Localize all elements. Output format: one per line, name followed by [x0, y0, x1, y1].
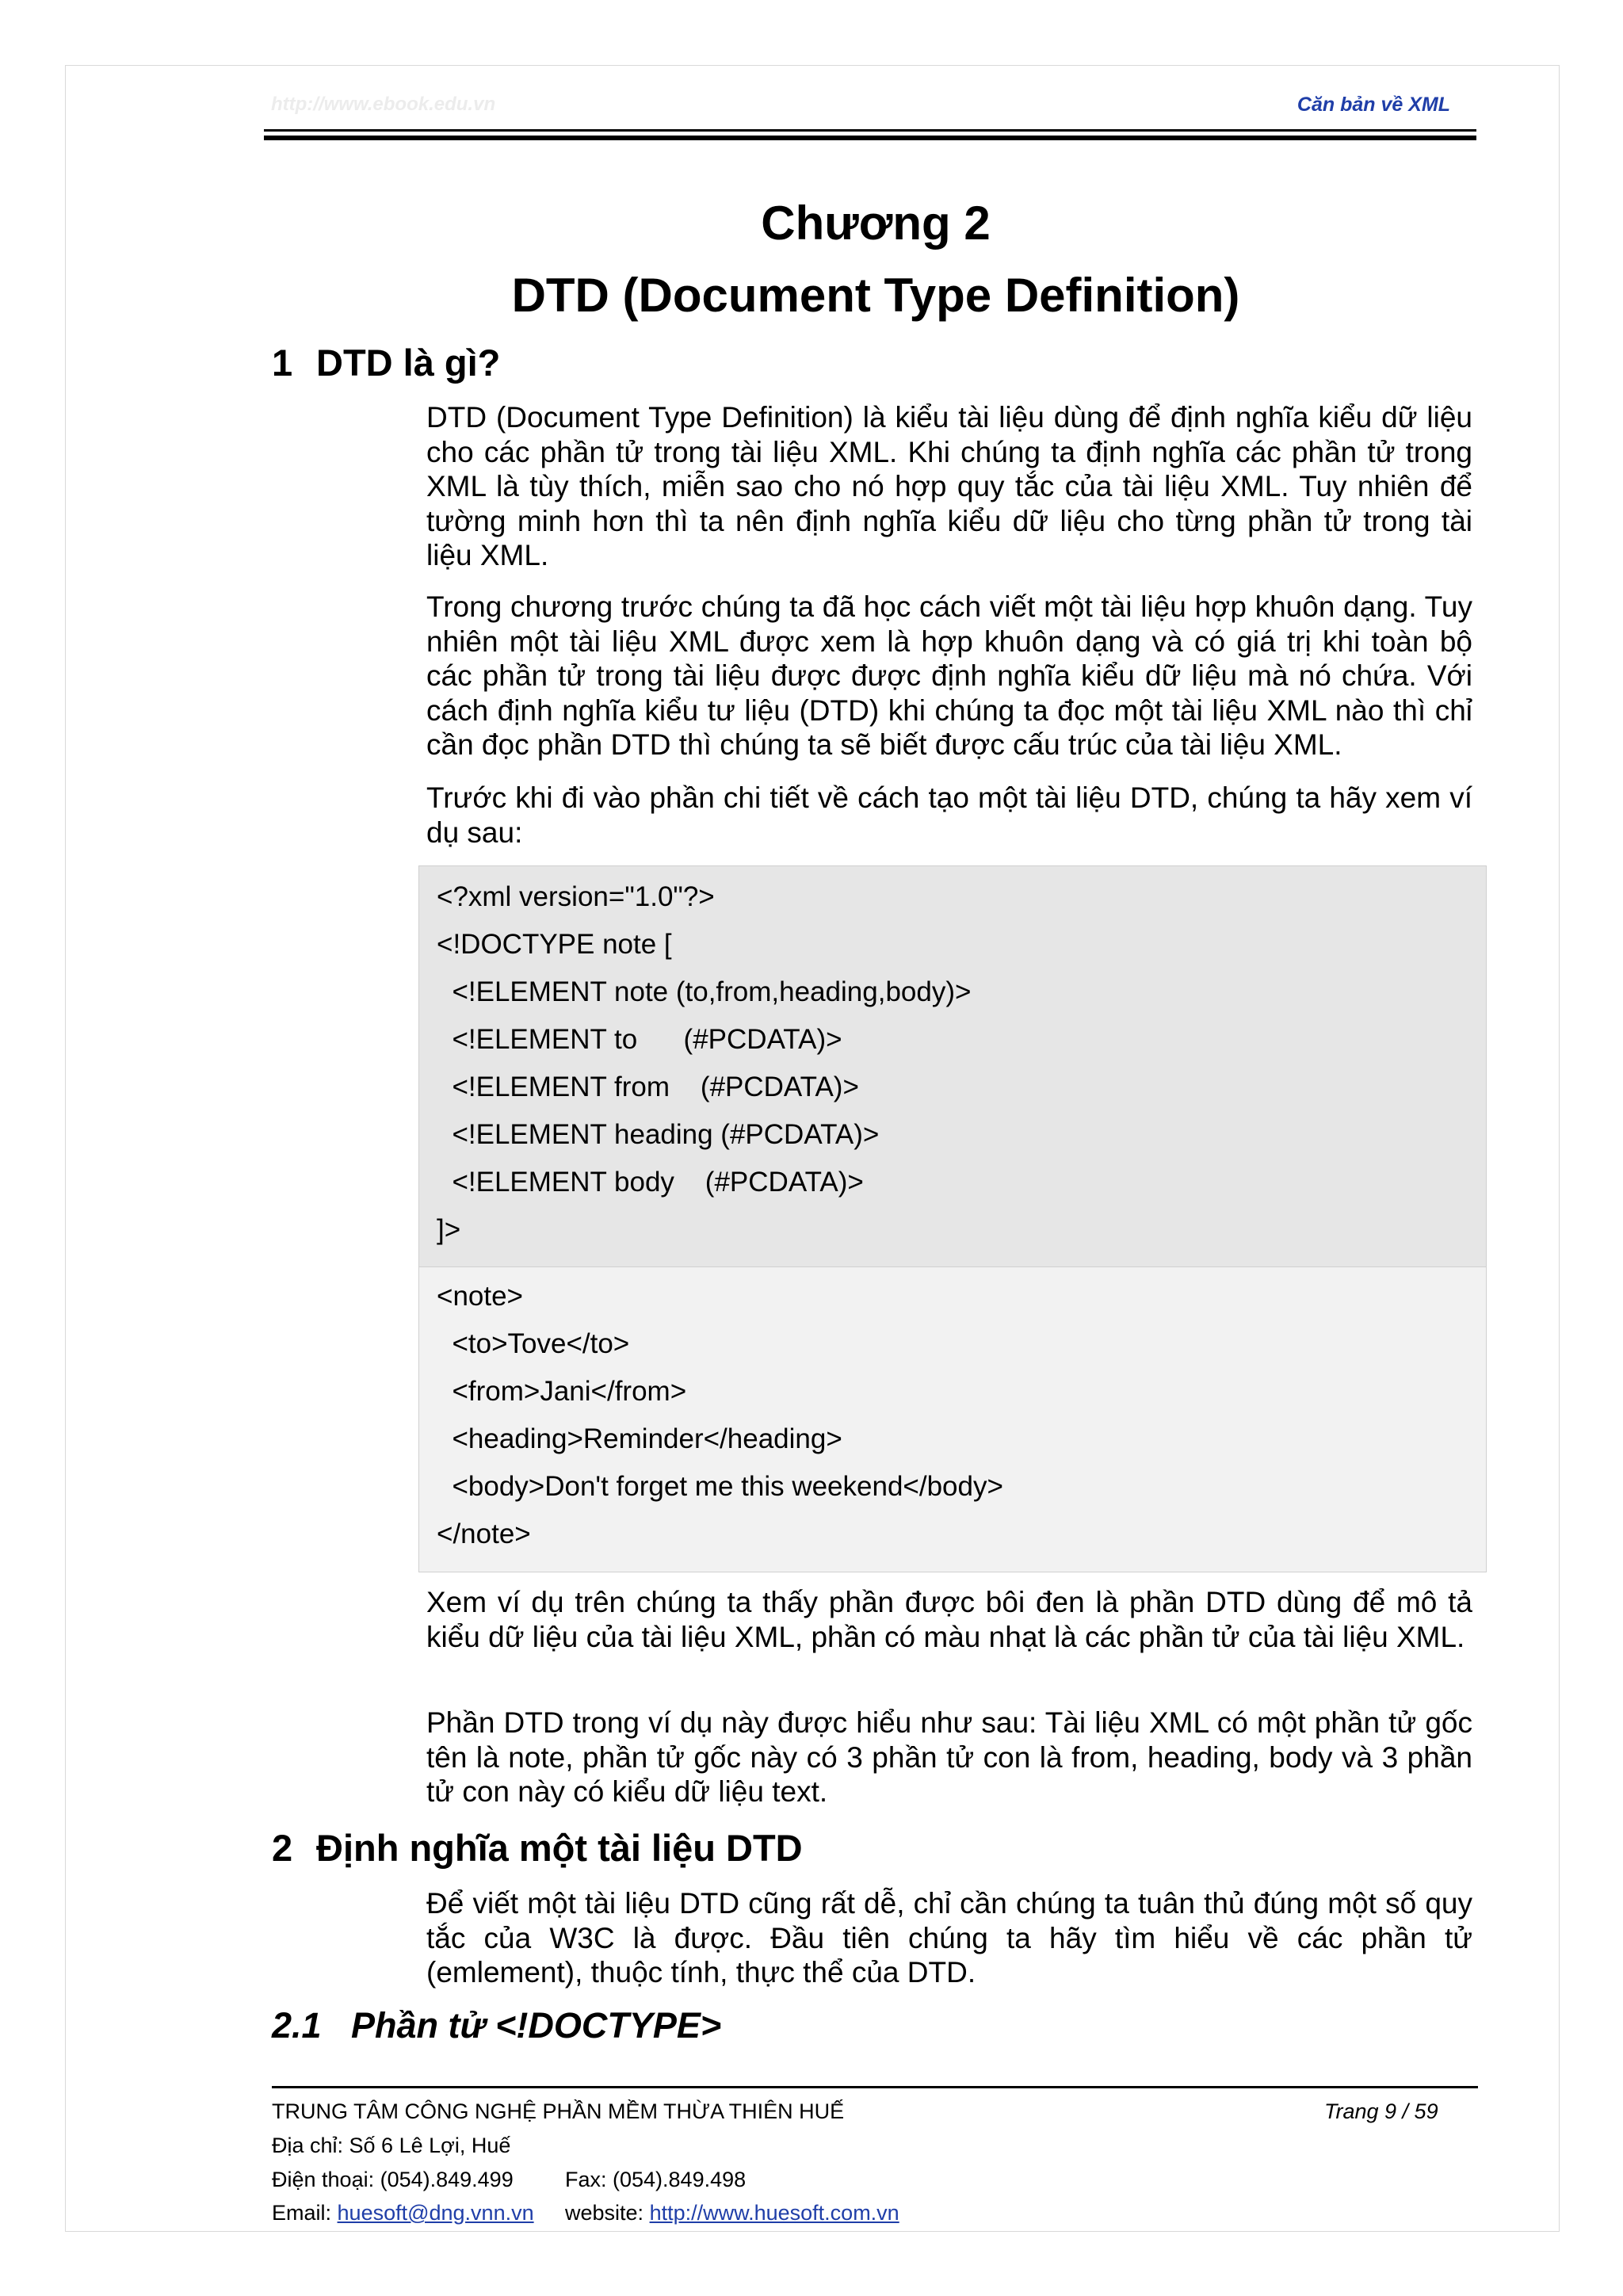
code-line: <from>Jani</from> [437, 1376, 687, 1407]
code-line: <note> [437, 1281, 523, 1312]
section-2-1-heading [272, 2004, 721, 2048]
code-line: <heading>Reminder</heading> [437, 1423, 842, 1454]
section-number: 2.1 [272, 2005, 322, 2046]
code-line: <!ELEMENT to (#PCDATA)> [437, 1024, 842, 1055]
code-line: <to>Tove</to> [437, 1328, 630, 1359]
code-line: </note> [437, 1519, 531, 1549]
section-number: 2 [272, 1827, 293, 1869]
section-2-heading [272, 1824, 803, 1872]
paragraph: Trong chương trước chúng ta đã học cách viết một tài liệu hợp khuôn dạng. Tuy nhiên một tài liệu XML được xem là hợp khuôn dạng và có giá trị khi toàn bộ các phần tử trong tài liệu được được định nghĩa kiểu dữ liệu mà nó chứa. Với cách định nghĩa kiểu tư liệu (DTD) khi chúng ta đọc một tài liệu XML nào thì chỉ cần đọc phần DTD thì chúng ta sẽ biết được cấu trúc của tài liệu XML. [426, 590, 1472, 761]
code-block-xml [418, 1267, 1487, 1572]
paragraph: Phần DTD trong ví dụ này được hiểu như sau: Tài liệu XML có một phần tử gốc tên là note, phần tử gốc này có 3 phần tử con là from, heading, body và 3 phần tử con này có kiểu dữ liệu text. [426, 1706, 1472, 1808]
footer-org: TRUNG TÂM CÔNG NGHỆ PHẦN MỀM THỪA THIÊN HUẾ [272, 2099, 845, 2123]
section-title: Định nghĩa một tài liệu DTD [316, 1827, 803, 1869]
header-title: Căn bản về XML [1296, 94, 1450, 116]
chapter-number: Chương 2 [761, 197, 991, 250]
footer-email-label: Email: [272, 2201, 338, 2225]
footer-rule [272, 2086, 1478, 2088]
header-rule [264, 129, 1476, 132]
code-line: <!ELEMENT body (#PCDATA)> [437, 1167, 864, 1198]
footer-address: Địa chỉ: Số 6 Lê Lợi, Huế [272, 2134, 511, 2157]
footer-email [272, 2199, 534, 2226]
paragraph: Để viết một tài liệu DTD cũng rất dễ, chỉ cần chúng ta tuân thủ đúng một số quy tắc của W3C là được. Đầu tiên chúng ta hãy tìm hiểu về các phần tử (emlement), thuộc tính, thực thể của DTD. [426, 1887, 1472, 1988]
footer-website-link[interactable]: http://www.huesoft.com.vn [649, 2201, 899, 2225]
paragraph: Trước khi đi vào phần chi tiết về cách tạo một tài liệu DTD, chúng ta hãy xem ví dụ sau: [426, 781, 1472, 849]
code-line: <!ELEMENT from (#PCDATA)> [437, 1072, 859, 1102]
header-url: http://www.ebook.edu.vn [271, 94, 496, 115]
code-line: ]> [437, 1214, 461, 1245]
footer-page-number: Trang 9 / 59 [1324, 2099, 1438, 2123]
footer-phone: Điện thoại: (054).849.499 [272, 2168, 514, 2191]
footer-email-link[interactable]: huesoft@dng.vnn.vn [337, 2201, 534, 2225]
chapter-title: DTD (Document Type Definition) [511, 269, 1240, 322]
footer-website-label: website: [565, 2201, 650, 2225]
paragraph: DTD (Document Type Definition) là kiểu tài liệu dùng để định nghĩa kiểu dữ liệu cho các phần tử trong tài liệu XML. Khi chúng ta định nghĩa các phần tử trong XML là tùy thích, miễn sao cho nó hợp quy tắc của tài liệu XML. Tuy nhiên để tường minh hơn thì ta nên định nghĩa kiểu dữ liệu cho từng phần tử trong tài liệu XML. [426, 401, 1472, 571]
footer-fax: Fax: (054).849.498 [565, 2168, 747, 2191]
paragraph: Xem ví dụ trên chúng ta thấy phần được bôi đen là phần DTD dùng để mô tả kiểu dữ liệu của tài liệu XML, phần có màu nhạt là các phần tử của tài liệu XML. [426, 1586, 1472, 1653]
code-line: <?xml version="1.0"?> [437, 881, 715, 912]
code-block-dtd [418, 865, 1487, 1267]
code-line: <body>Don't forget me this weekend</body> [437, 1471, 1003, 1502]
code-line: <!ELEMENT note (to,from,heading,body)> [437, 976, 972, 1007]
header-rule-thick [264, 136, 1476, 140]
code-line: <!ELEMENT heading (#PCDATA)> [437, 1119, 880, 1150]
section-1-heading [272, 339, 500, 387]
section-number: 1 [272, 342, 293, 384]
section-title: DTD là gì? [316, 342, 501, 384]
footer-website [565, 2199, 899, 2226]
code-line: <!DOCTYPE note [ [437, 929, 672, 960]
section-title: Phần tử <!DOCTYPE> [351, 2005, 722, 2046]
